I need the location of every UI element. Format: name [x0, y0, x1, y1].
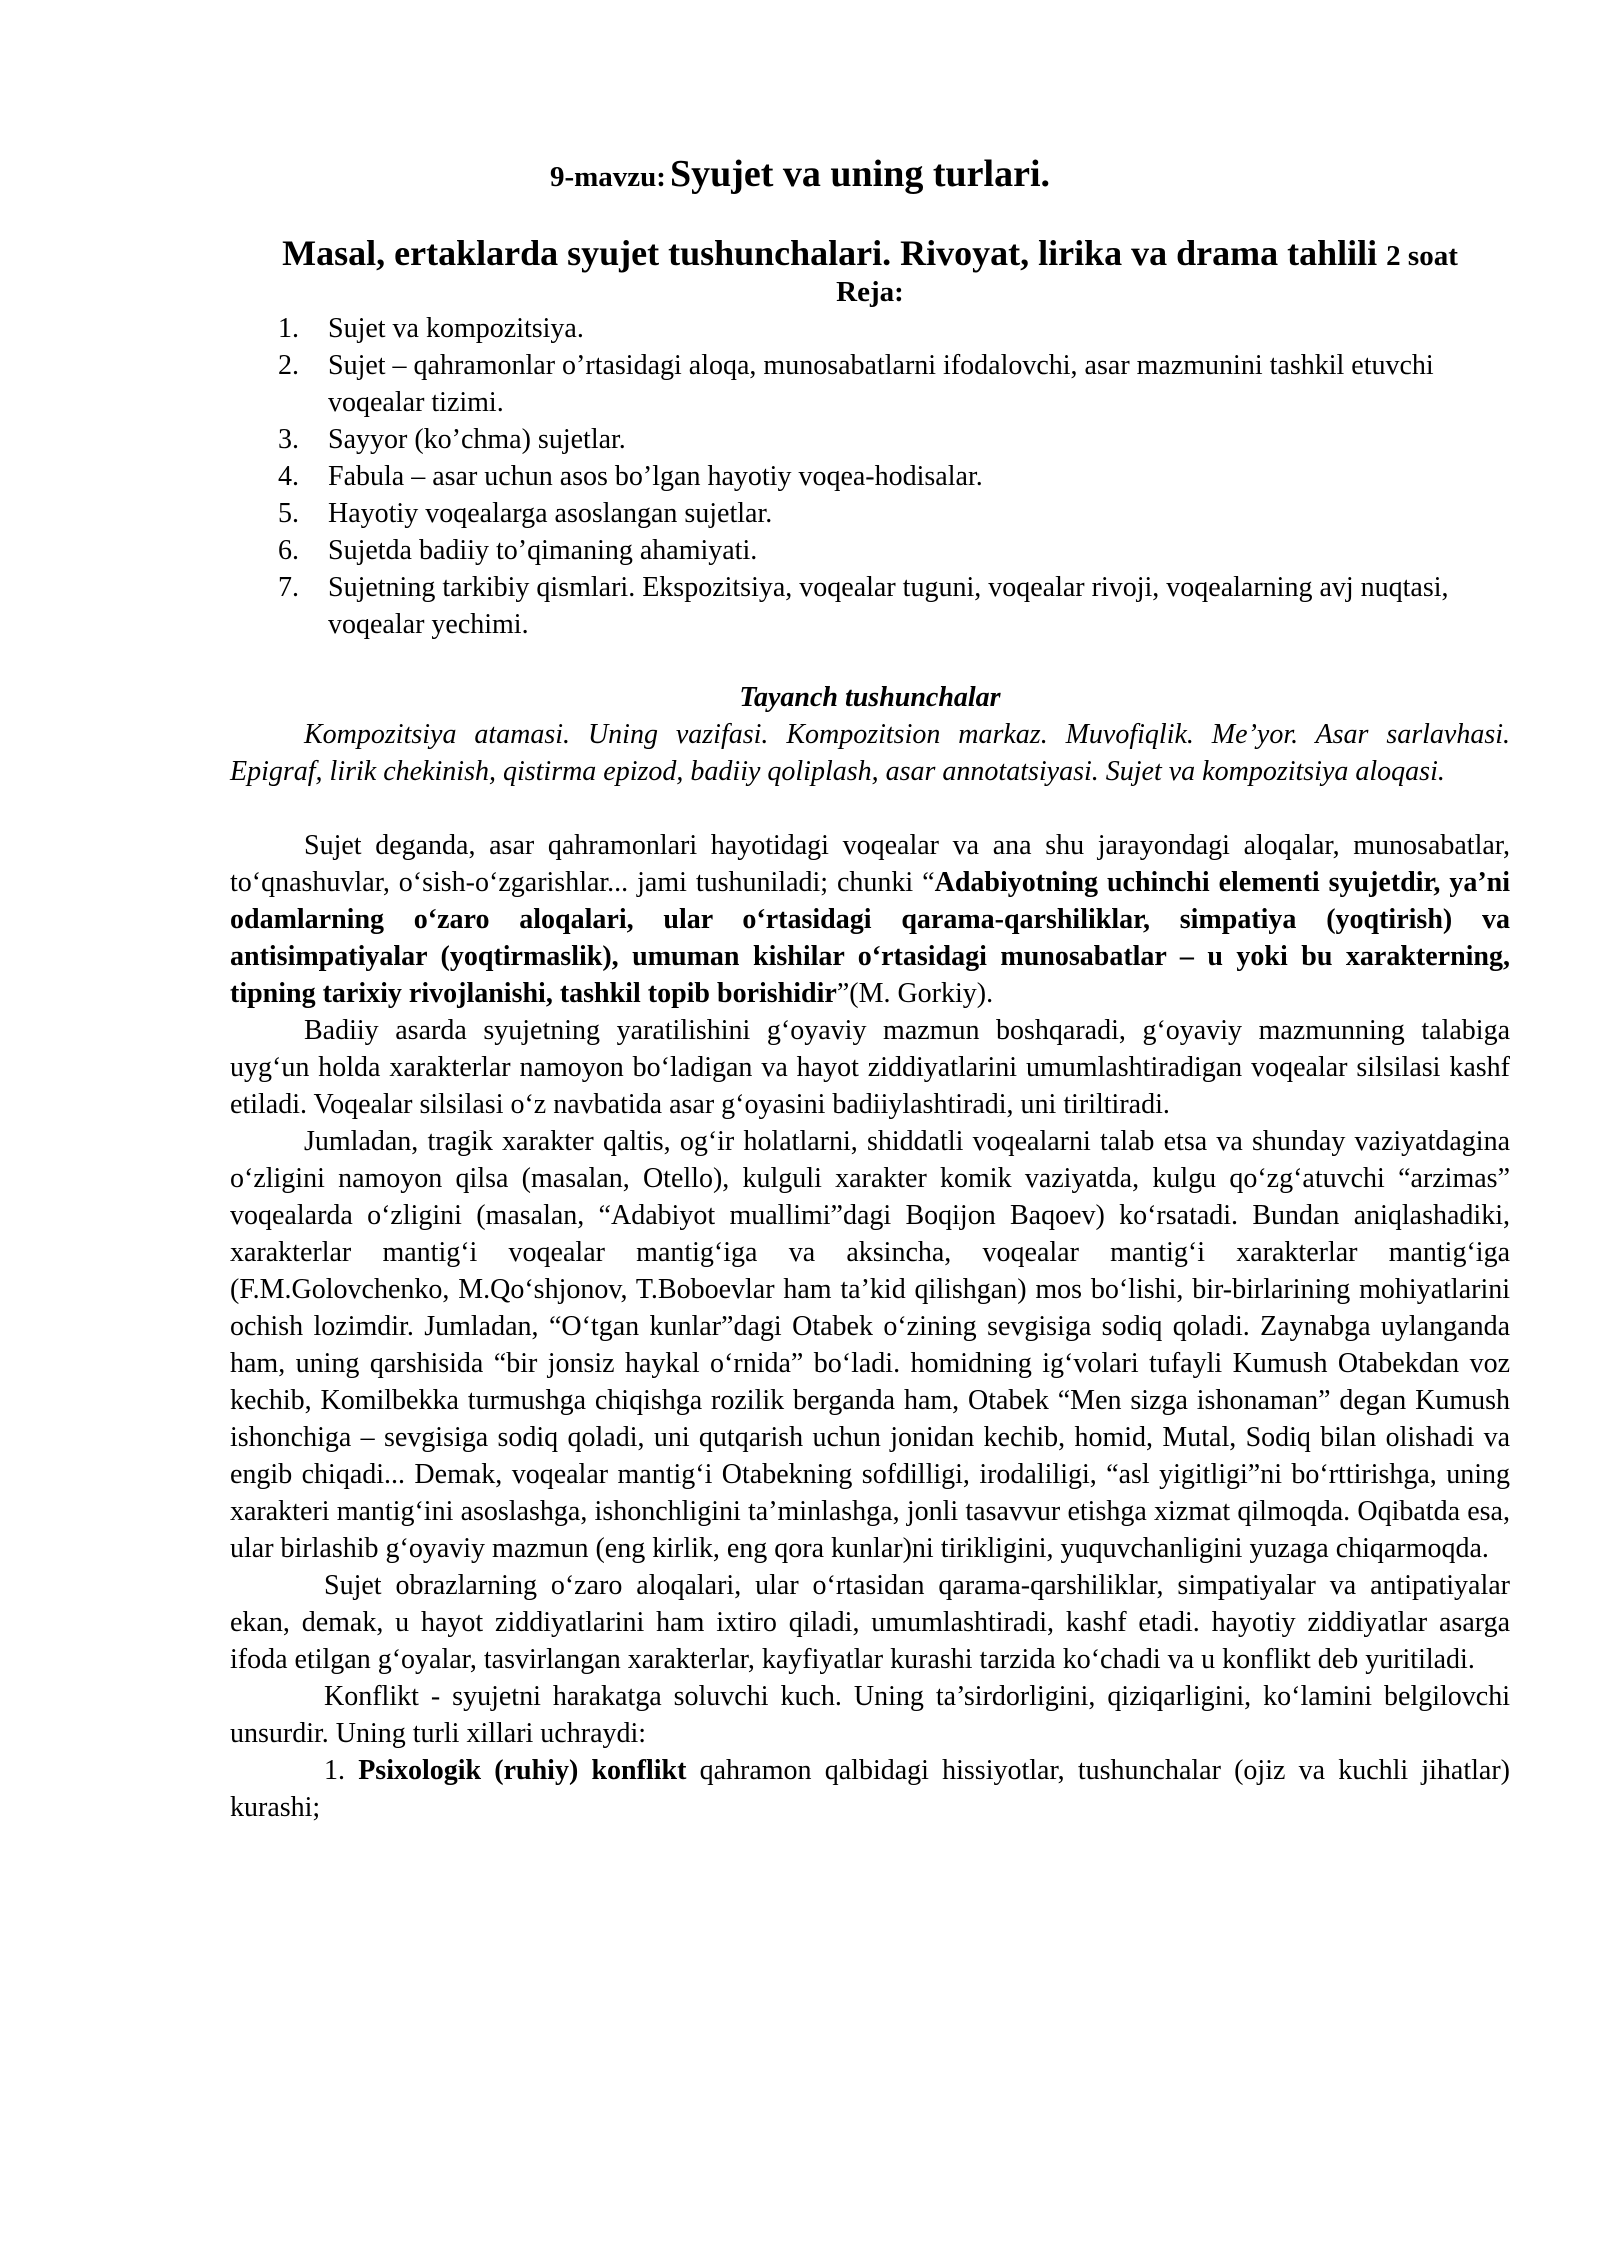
plan-item-text: Sujet – qahramonlar o’rtasidagi aloqa, munosabatlarni ifodalovchi, asar mazmunini tashkil etuvchi voqealar tizimi.: [328, 350, 1434, 418]
p6-rest: qahramon qalbidagi hissiyotlar, tushunchalar (ojiz va kuchli jihatlar) kurashi;: [230, 1755, 1510, 1823]
plan-item-number: 4.: [278, 461, 299, 492]
body-paragraph-1: [230, 827, 1510, 1012]
key-concepts-text: Kompozitsiya atamasi. Uning vazifasi. Kompozitsion markaz. Muvofiqlik. Me’yor. Asar sarlavhasi. Epigraf, lirik chekinish, qistirma epizod, badiiy qoliplash, asar annotatsiyasi. Sujet va kompozitsiya aloqasi.: [230, 719, 1510, 787]
gorky-quote: Adabiyotning uchinchi elementi syujetdir, ya’ni odamlarning o‘zaro aloqalari, ular o‘rtasidagi qarama-qarshiliklar, simpatiya (yoqtirish) va antisimpatiyalar (yoqtirmaslik), umuman kishilar o‘rtasidagi munosabatlar – u yoki bu xarakterning, tipning tarixiy rivojlanishi, tashkil topib borishidir: [230, 867, 1510, 1009]
plan-heading: Reja:: [836, 276, 904, 308]
topic-prefix: 9-mavzu:: [549, 161, 666, 193]
psychological-conflict-term: Psixologik (ruhiy) konflikt: [358, 1755, 687, 1786]
plan-item: [230, 458, 1510, 495]
body-paragraph-6: [230, 1752, 1510, 1826]
plan-item-number: 6.: [278, 535, 299, 566]
plan-item: [230, 569, 1510, 643]
plan-item-number: 5.: [278, 498, 299, 529]
body-paragraph-5: Konflikt - syujetni harakatga soluvchi kuch. Uning ta’sirdorligini, qiziqarligini, ko‘lamini belgilovchi unsurdir. Uning turli xillari uchraydi:: [230, 1681, 1510, 1749]
plan-item-text: Sujetning tarkibiy qismlari. Ekspozitsiya, voqealar tuguni, voqealar rivoji, voqealarning avj nuqtasi, voqealar yechimi.: [328, 572, 1449, 640]
subtitle-main: Masal, ertaklarda syujet tushunchalari. Rivoyat, lirika va drama tahlili: [282, 233, 1378, 273]
body-paragraph-3: Jumladan, tragik xarakter qaltis, og‘ir holatlarni, shiddatli voqealarni talab etsa va shunday vaziyatdagina o‘zligini namoyon qilsa (masalan, Otello), kulguli xarakter komik vaziyatda, kulgu qo‘zg‘atuvchi “arzimas” voqealarda o‘zligini (masalan, “Adabiyot muallimi”dagi Boqijon Baqoev) ko‘rsatadi. Bundan aniqlashadiki, xarakterlar mantig‘i voqealar mantig‘iga va aksincha, voqealar mantig‘i xarakterlar mantig‘iga (F.M.Golovchenko, M.Qo‘shjonov, T.Boboevlar ham ta’kid qilishgan) mos bo‘lishi, bir-birlarining mohiyatlarini ochish lozimdir. Jumladan, “O‘tgan kunlar”dagi Otabek o‘zining sevgisiga sodiq qoladi. Zaynabga uylanganda ham, uning qarshisida “bir jonsiz haykal o‘rnida” bo‘ladi. homidning ig‘volari tufayli Kumush Otabekdan voz kechib, Komilbekka turmushga chiqishga rozilik berganda ham, Otabek “Men sizga ishonaman” degan Kumush ishonchiga – sevgisiga sodiq qoladi, uni qutqarish uchun jonidan kechib, homid, Mutal, Sodiq bilan olishadi va engib chiqadi... Demak, voqealar mantig‘i Otabekning sofdilligi, irodaliligi, “asl yigitligi”ni bo‘rttirishga, uning xarakteri mantig‘ini asoslashga, ishonchligini ta’minlashga, jonli tasavvur etishga xizmat qilmoqda. Oqibatda esa, ular birlashib g‘oyaviy mazmun (eng kirlik, eng qora kunlar)ni tirikligini, yuquvchanligini yuzaga chiqarmoqda.: [230, 1126, 1510, 1564]
plan-item-number: 2.: [278, 350, 299, 381]
subtitle-heading: [230, 232, 1510, 274]
plan-item: [230, 495, 1510, 532]
plan-item-number: 1.: [278, 313, 299, 344]
p1-end: ”(M. Gorkiy).: [836, 978, 994, 1009]
key-concepts-heading: Tayanch tushunchalar: [739, 682, 1001, 713]
plan-item: [230, 532, 1510, 569]
plan-item: [230, 347, 1510, 421]
plan-item: [230, 421, 1510, 458]
plan-item-text: Sujet va kompozitsiya.: [328, 313, 584, 344]
plan-item-text: Sujetda badiiy to’qimaning ahamiyati.: [328, 535, 758, 566]
topic-title: Syujet va uning turlari.: [669, 153, 1051, 195]
p1-start: Sujet deganda, asar qahramonlari hayotidagi voqealar va ana shu jarayondagi aloqalar, munosabatlar, to‘qnashuvlar, o‘sish-o‘zgarishlar... jami tushuniladi; chunki “: [230, 830, 1510, 898]
body-paragraph-2: Badiiy asarda syujetning yaratilishini g‘oyaviy mazmun boshqaradi, g‘oyaviy mazmunning talabiga uyg‘un holda xarakterlar namoyon bo‘ladigan va hayot ziddiyatlarini umumlashtiradigan voqealar silsilasi kashf etiladi. Voqealar silsilasi o‘z navbatida asar g‘oyasini badiiylashtiradi, uni tiriltiradi.: [230, 1015, 1510, 1120]
plan-item-number: 3.: [278, 424, 299, 455]
plan-item-text: Sayyor (ko’chma) sujetlar.: [328, 424, 626, 455]
plan-list: [230, 310, 1510, 643]
plan-item-number: 7.: [278, 572, 299, 603]
plan-item: [230, 310, 1510, 347]
subtitle-hours: 2 soat: [1386, 240, 1458, 272]
body-paragraph-4: Sujet obrazlarning o‘zaro aloqalari, ular o‘rtasidan qarama-qarshiliklar, simpatiyalar va antipatiyalar ekan, demak, u hayot ziddiyatlarini ham ixtiro qiladi, umumlashtiradi, kashf etadi. hayotiy ziddiyatlar asarga ifoda etilgan g‘oyalar, tasvirlangan xarakterlar, kayfiyatlar kurashi tarzida ko‘chadi va u konflikt deb yuritiladi.: [230, 1570, 1510, 1675]
plan-item-text: Hayotiy voqealarga asoslangan sujetlar.: [328, 498, 773, 529]
plan-item-text: Fabula – asar uchun asos bo’lgan hayotiy voqea-hodisalar.: [328, 461, 983, 492]
p6-number: 1.: [324, 1755, 359, 1786]
document-content: [230, 150, 1510, 1826]
